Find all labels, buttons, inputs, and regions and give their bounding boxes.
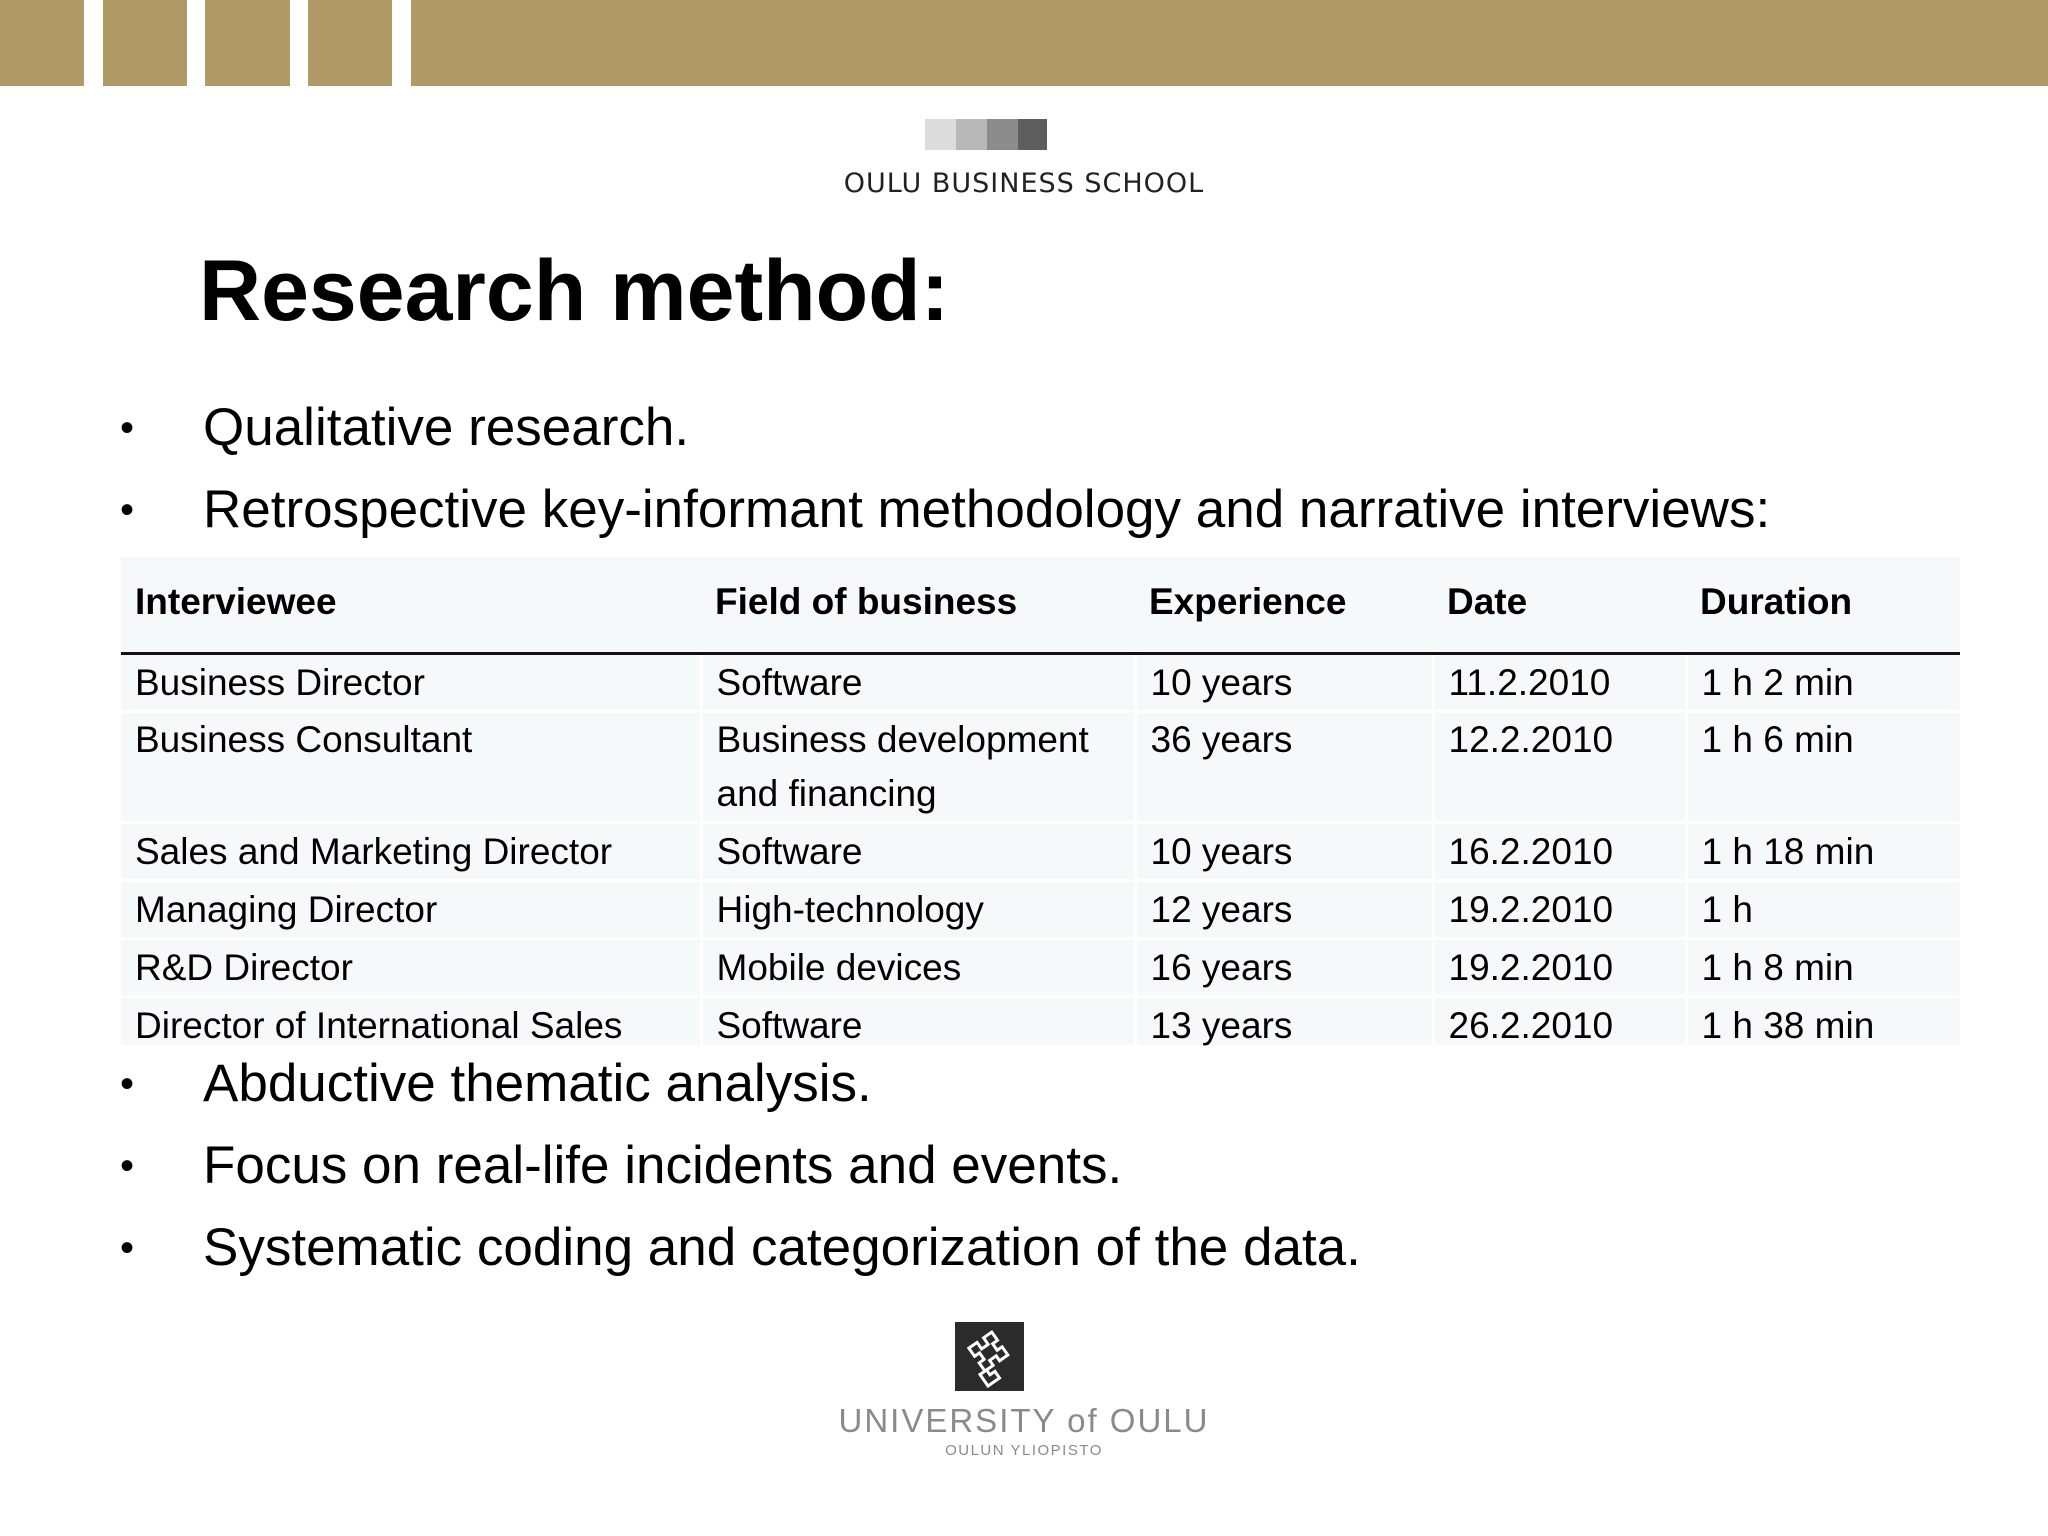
bullet-item [120, 387, 1980, 469]
table-cell: Business development and financing [701, 711, 1135, 822]
table-cell: Software [701, 996, 1135, 1054]
bullet-marker: • [120, 1062, 135, 1106]
table-cell: Mobile devices [701, 938, 1135, 996]
bullet-marker: • [120, 1144, 135, 1188]
table-cell: 1 h 2 min [1686, 653, 1960, 711]
business-school-name: OULU BUSINESS SCHOOL [843, 168, 1205, 199]
table-cell: Business Consultant [121, 711, 701, 822]
table-cell: R&D Director [121, 938, 701, 996]
table-cell: 11.2.2010 [1433, 653, 1686, 711]
header-bar [0, 0, 2048, 86]
table-cell: 19.2.2010 [1433, 880, 1686, 938]
bullet-text: Focus on real-life incidents and events. [203, 1136, 1123, 1195]
bullet-text: Systematic coding and categorization of the data. [203, 1218, 1361, 1277]
bullet-marker: • [120, 1226, 135, 1270]
header-bar-block [205, 0, 290, 86]
university-logo-icon [955, 1322, 1024, 1391]
table-row [121, 880, 1960, 938]
bullet-item [120, 1125, 1980, 1207]
table-cell: Sales and Marketing Director [121, 822, 701, 880]
table-cell: Managing Director [121, 880, 701, 938]
table-row [121, 653, 1960, 711]
bullet-marker: • [120, 488, 135, 532]
bullet-item [120, 1043, 1980, 1125]
table-cell: Director of International Sales [121, 996, 701, 1054]
header-bar-block [308, 0, 392, 86]
interview-table [121, 557, 1960, 1056]
university-subtitle: OULUN YLIOPISTO [945, 1442, 1103, 1459]
table-cell: 10 years [1135, 822, 1433, 880]
table-cell: 1 h 8 min [1686, 938, 1960, 996]
table-cell: 12.2.2010 [1433, 711, 1686, 822]
interview-table-container [121, 557, 1960, 1045]
table-cell: 19.2.2010 [1433, 938, 1686, 996]
table-cell: 16 years [1135, 938, 1433, 996]
business-school-logo-icon [925, 119, 1047, 150]
table-cell: Software [701, 653, 1135, 711]
column-header-experience: Experience [1135, 557, 1433, 653]
bullet-item [120, 1207, 1980, 1289]
table-cell: 36 years [1135, 711, 1433, 822]
table-cell: 26.2.2010 [1433, 996, 1686, 1054]
table-cell: High-technology [701, 880, 1135, 938]
table-row [121, 822, 1960, 880]
bullet-list-bottom [120, 1043, 1980, 1289]
table-cell: 1 h 18 min [1686, 822, 1960, 880]
table-cell: 16.2.2010 [1433, 822, 1686, 880]
bullet-text: Retrospective key-informant methodology and narrative interviews: [203, 480, 1771, 539]
table-row [121, 938, 1960, 996]
column-header-date: Date [1433, 557, 1686, 653]
table-cell: 13 years [1135, 996, 1433, 1054]
bullet-text: Qualitative research. [203, 398, 690, 457]
table-cell: 10 years [1135, 653, 1433, 711]
table-row [121, 711, 1960, 822]
table-header-row [121, 557, 1960, 653]
bullet-item [120, 469, 1980, 551]
column-header-duration: Duration [1686, 557, 1960, 653]
header-bar-block [0, 0, 84, 86]
table-cell: 12 years [1135, 880, 1433, 938]
column-header-interviewee: Interviewee [121, 557, 701, 653]
table-cell: 1 h 38 min [1686, 996, 1960, 1054]
table-cell: 1 h [1686, 880, 1960, 938]
bullet-list-top [120, 387, 1980, 551]
table-cell: 1 h 6 min [1686, 711, 1960, 822]
slide-title: Research method: [199, 243, 950, 339]
header-bar-block [411, 0, 2048, 86]
column-header-field: Field of business [701, 557, 1135, 653]
university-name: UNIVERSITY of OULU [838, 1402, 1210, 1439]
bullet-marker: • [120, 406, 135, 450]
table-cell: Business Director [121, 653, 701, 711]
bullet-text: Abductive thematic analysis. [203, 1054, 872, 1113]
table-cell: Software [701, 822, 1135, 880]
header-bar-block [103, 0, 187, 86]
